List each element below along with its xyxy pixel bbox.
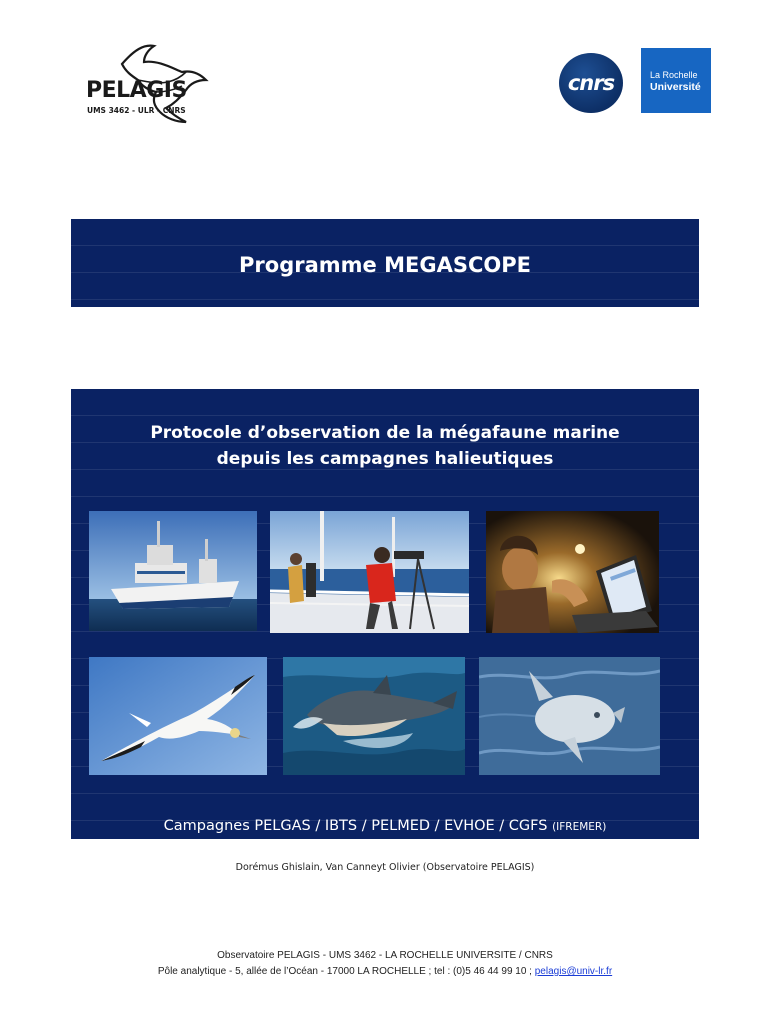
night-laptop-photo <box>486 511 659 633</box>
cnrs-logo <box>559 53 623 113</box>
authors: Dorémus Ghislain, Van Canneyt Olivier (Observatoire PELAGIS) <box>235 862 535 873</box>
protocol-title <box>71 420 699 472</box>
pelagis-logo <box>82 42 212 126</box>
campagnes-ifremer: (IFREMER) <box>552 821 607 833</box>
research-vessel-photo <box>89 511 257 631</box>
lr-logo-line1: La Rochelle <box>650 70 698 80</box>
sunfish-photo <box>479 657 660 775</box>
dolphin-photo <box>283 657 465 775</box>
campagnes-line <box>71 818 699 834</box>
lr-logo-line2: Université <box>650 81 701 93</box>
gannet-photo <box>89 657 267 775</box>
pelagis-name: PELAGIS <box>86 78 187 103</box>
email-link[interactable]: pelagis@univ-lr.fr <box>534 966 613 977</box>
footer-contact-text: Pôle analytique - 5, allée de l’Océan - 17000 LA ROCHELLE ; tel : (0)5 46 44 99 10 ; <box>157 966 532 977</box>
footer-address-line1: Observatoire PELAGIS - UMS 3462 - LA ROCHELLE UNIVERSITE / CNRS <box>217 950 553 961</box>
title-panel <box>71 219 699 307</box>
pelagis-subtitle: UMS 3462 - ULR - CNRS <box>87 106 186 115</box>
observers-on-deck-photo <box>270 511 469 633</box>
document-title: Programme MEGASCOPE <box>239 253 531 277</box>
cnrs-logo-text: cnrs <box>567 71 615 95</box>
la-rochelle-universite-logo <box>641 48 711 113</box>
protocol-title-line2: depuis les campagnes halieutiques <box>216 449 554 469</box>
footer-address-line2 <box>0 966 770 977</box>
main-panel <box>71 389 699 839</box>
protocol-title-line1: Protocole d’observation de la mégafaune marine <box>150 423 620 443</box>
campagnes-text: Campagnes PELGAS / IBTS / PELMED / EVHOE / CGFS <box>163 818 548 834</box>
